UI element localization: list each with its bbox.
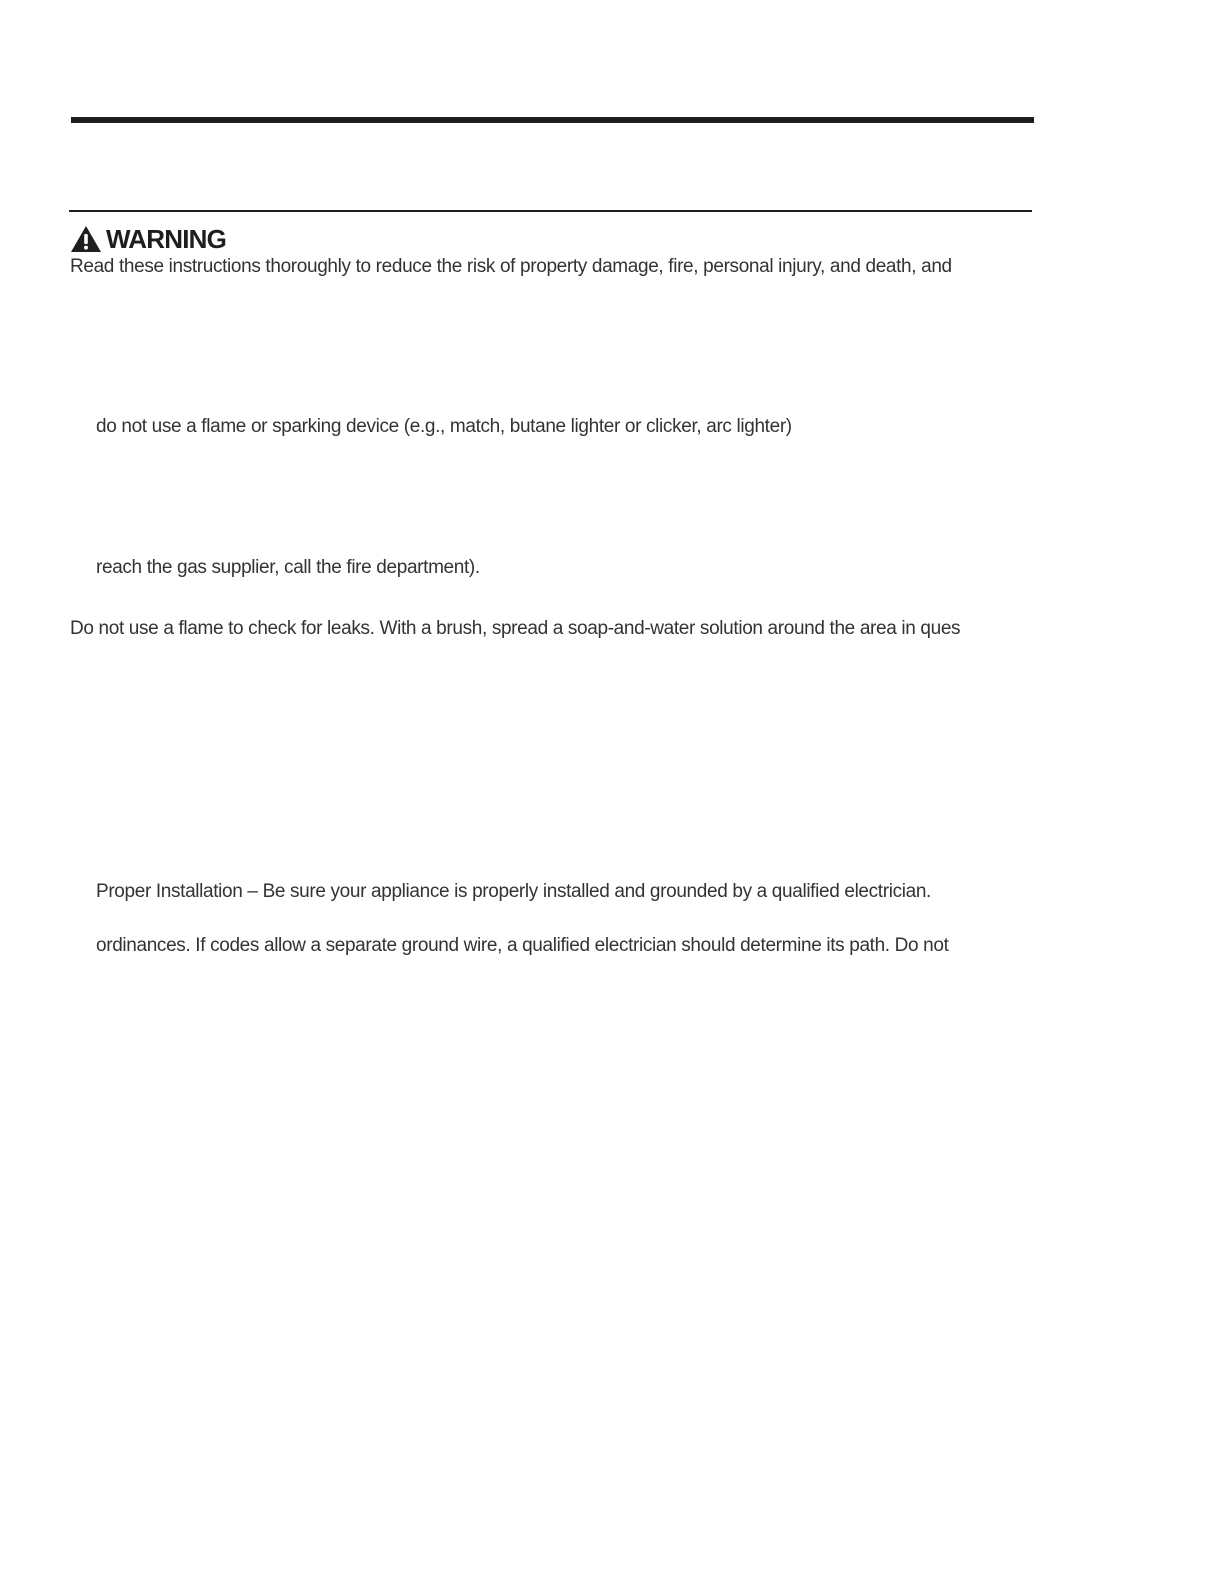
body-text-line: Proper Installation – Be sure your appliance is properly installed and grounded by a qualified electrician.: [96, 881, 931, 902]
warning-triangle-icon: [70, 225, 102, 253]
warning-heading: [70, 224, 226, 254]
body-text-line: reach the gas supplier, call the fire department).: [96, 557, 480, 578]
header-rule: [71, 117, 1034, 123]
body-text-line: Read these instructions thoroughly to reduce the risk of property damage, fire, personal injury, and death, and: [70, 256, 952, 277]
section-rule: [69, 210, 1032, 212]
body-text-line: do not use a flame or sparking device (e.g., match, butane lighter or clicker, arc lighter): [96, 416, 792, 437]
body-text-line: Do not use a flame to check for leaks. With a brush, spread a soap-and-water solution around the area in ques: [70, 618, 961, 639]
warning-label: WARNING: [106, 223, 227, 254]
body-text-line: ordinances. If codes allow a separate ground wire, a qualified electrician should determine its path. Do not: [96, 935, 949, 956]
